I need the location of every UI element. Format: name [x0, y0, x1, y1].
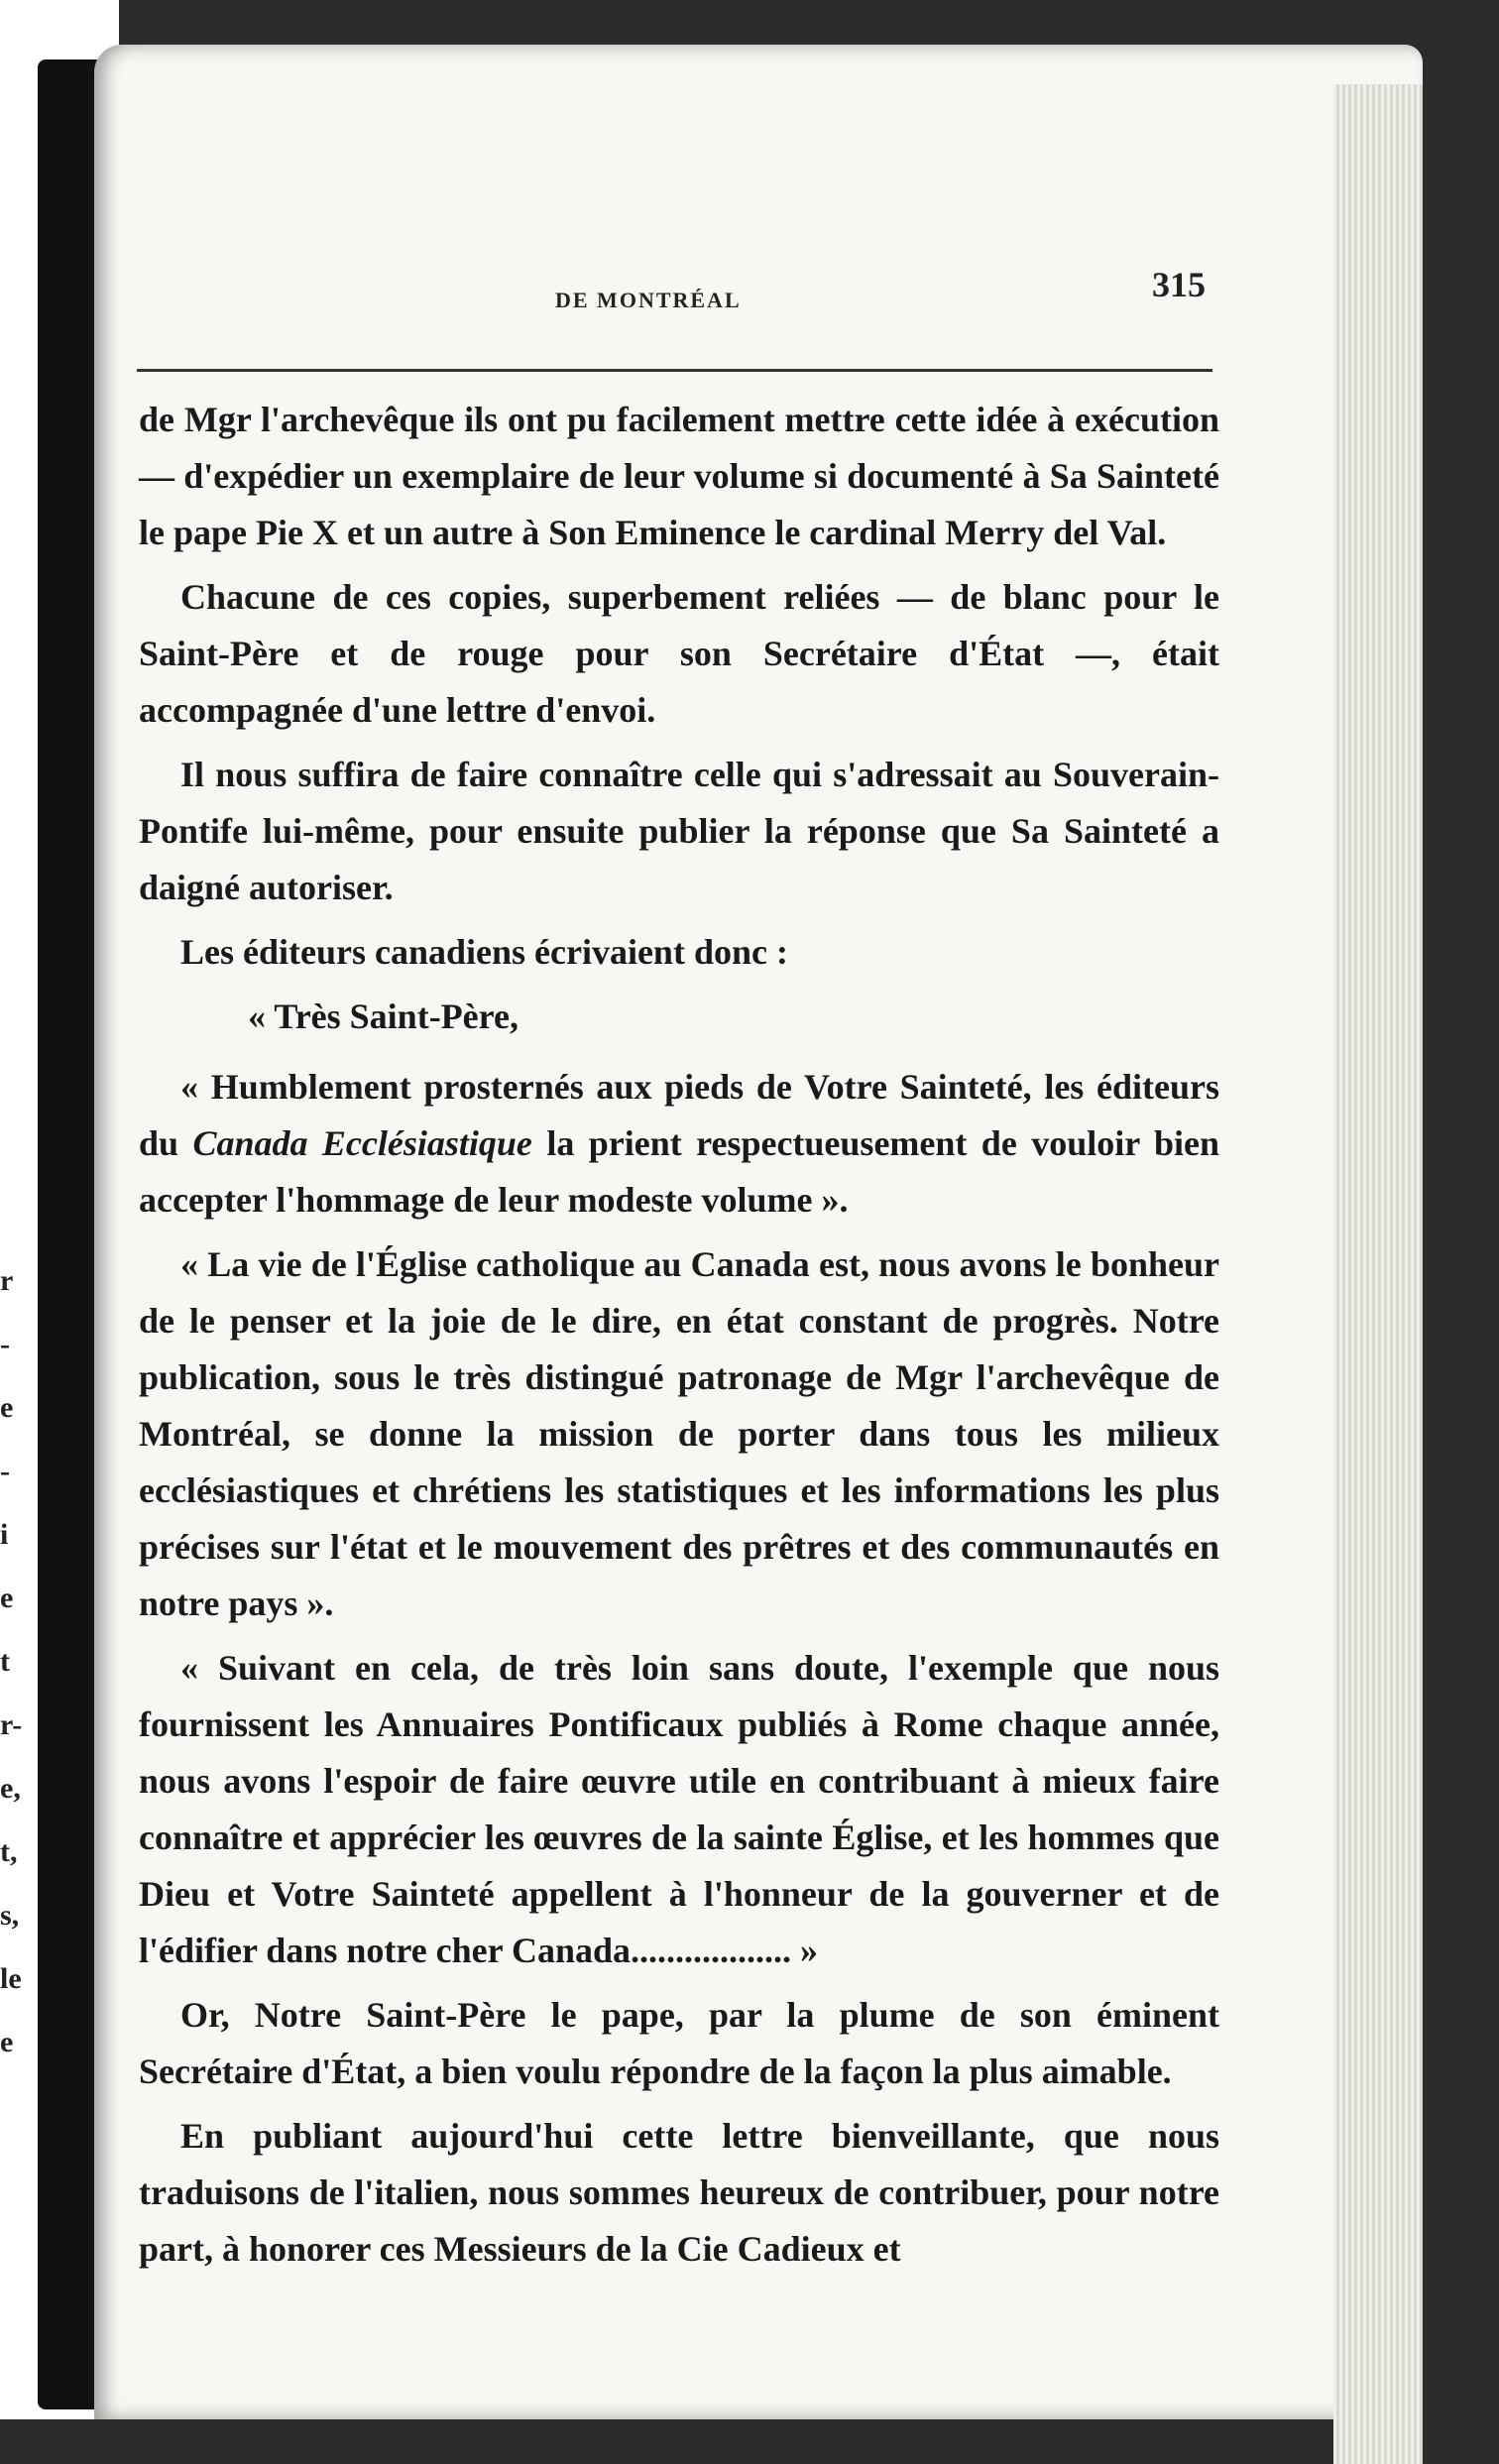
- margin-fragment: e: [0, 1391, 14, 1424]
- margin-fragment: r-: [0, 1708, 23, 1741]
- margin-fragment: e,: [0, 1772, 21, 1805]
- body-text: [139, 392, 1219, 2286]
- margin-fragment: -: [0, 1328, 10, 1360]
- margin-fragment: le: [0, 1962, 22, 1995]
- page-edges: [1333, 84, 1423, 2464]
- paragraph: Il nous suffira de faire connaître celle qui s'adressait au Souverain-Pontife lui-même, pour ensuite publier la réponse que Sa Sainteté a daigné autoriser.: [139, 755, 1219, 907]
- letter-text: « Humblement prosternés aux pieds de Votre Sainteté, les éditeurs du: [139, 1067, 1219, 1163]
- paragraph: Or, Notre Saint-Père le pape, par la plume de son éminent Secrétaire d'État, a bien voulu répondre de la façon la plus aimable.: [139, 1995, 1219, 2091]
- margin-fragment: s,: [0, 1899, 20, 1932]
- letter-paragraph: [139, 1059, 1219, 1229]
- margin-fragment: t,: [0, 1835, 18, 1868]
- paragraph: En publiant aujourd'hui cette lettre bienveillante, que nous traduisons de l'italien, nous sommes heureux de contribuer, pour notre part, à honorer ces Messieurs de la Cie Cadieux et: [139, 2116, 1219, 2269]
- header-rule: [137, 369, 1212, 372]
- margin-fragment: e: [0, 1582, 14, 1614]
- left-margin-fragments: [0, 1249, 30, 2074]
- margin-fragment: t: [0, 1645, 10, 1678]
- margin-fragment: r: [0, 1264, 14, 1297]
- paragraph: de Mgr l'archevêque ils ont pu facilement mettre cette idée à exécution — d'expédier un exemplaire de leur volume si documenté à Sa Sainteté le pape Pie X et un autre à Son Eminence le cardinal Merry del Val.: [139, 400, 1219, 552]
- running-head: DE MONTRÉAL: [555, 288, 742, 312]
- page-number: 315: [1152, 265, 1206, 304]
- letter-text: la prient respectueusement de vouloir bien accepter l'hommage de leur modeste volume ».: [139, 1123, 1220, 1220]
- margin-fragment: i: [0, 1518, 9, 1551]
- paragraph: Les éditeurs canadiens écrivaient donc :: [180, 932, 788, 972]
- publication-title: Canada Ecclésiastique: [192, 1123, 532, 1163]
- margin-fragment: e: [0, 2026, 14, 2058]
- margin-fragment: -: [0, 1455, 10, 1487]
- paragraph: Chacune de ces copies, superbement reliées — de blanc pour le Saint-Père et de rouge pour son Secrétaire d'État —, était accompagnée d'une lettre d'envoi.: [139, 577, 1219, 730]
- letter-salutation: « Très Saint-Père,: [248, 997, 519, 1036]
- letter-paragraph: « La vie de l'Église catholique au Canada est, nous avons le bonheur de le penser et la joie de le dire, en état constant de progrès. Notre publication, sous le très distingué patronage de Mgr l'archevêque de Montréal, se donne la mission de porter dans tous les milieux ecclésiastiques et chrétiens les statistiques et les informations les plus précises sur l'état et le mouvement des prêtres et des communautés en notre pays ».: [139, 1244, 1219, 1623]
- letter-paragraph: « Suivant en cela, de très loin sans doute, l'exemple que nous fournissent les Annuaires Pontificaux publiés à Rome chaque année, nous avons l'espoir de faire œuvre utile en contribuant à mieux faire connaître et apprécier les œuvres de la sainte Église, et les hommes que Dieu et Votre Sainteté appellent à l'honneur de la gouverner et de l'édifier dans notre cher Canada.................. »: [139, 1648, 1219, 1970]
